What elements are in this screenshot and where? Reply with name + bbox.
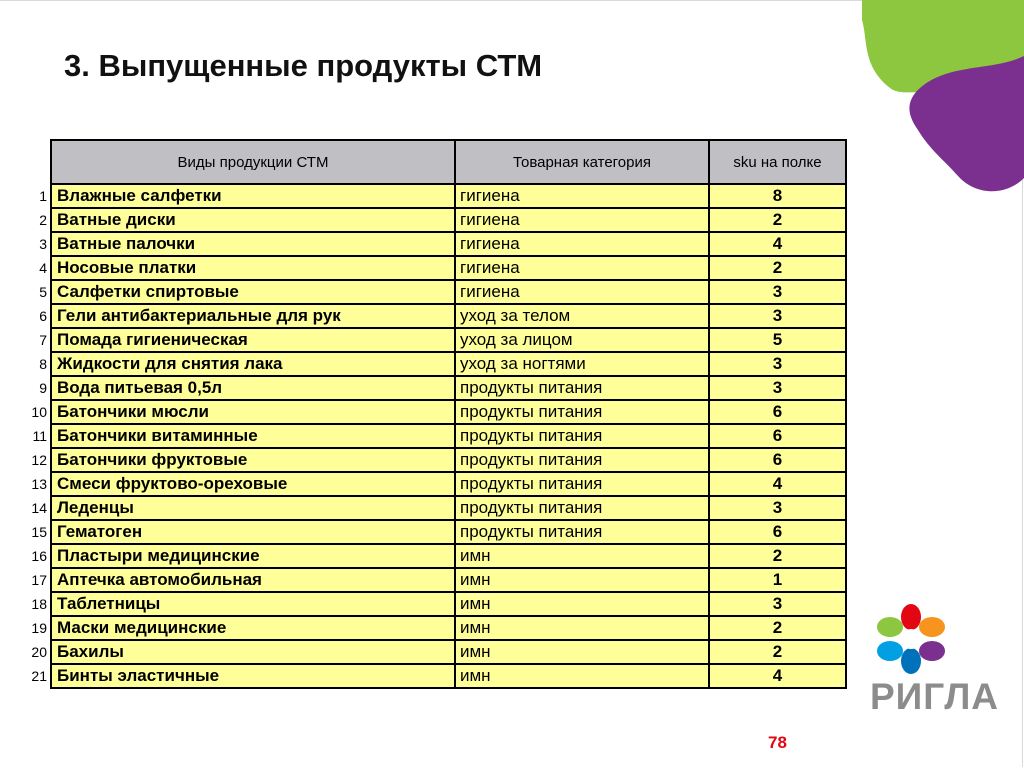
table-row	[25, 328, 846, 352]
sku-count: 2	[709, 544, 846, 568]
product-category: уход за телом	[455, 304, 709, 328]
product-category: продукты питания	[455, 472, 709, 496]
product-name: Гематоген	[51, 520, 455, 544]
product-name: Носовые платки	[51, 256, 455, 280]
sku-count: 4	[709, 232, 846, 256]
table-row	[25, 616, 846, 640]
product-category: имн	[455, 640, 709, 664]
row-number: 21	[25, 664, 51, 688]
product-name: Смеси фруктово-ореховые	[51, 472, 455, 496]
product-name: Батончики фруктовые	[51, 448, 455, 472]
product-category: имн	[455, 568, 709, 592]
table-row	[25, 184, 846, 208]
table-row	[25, 280, 846, 304]
product-category: имн	[455, 592, 709, 616]
table-row	[25, 304, 846, 328]
row-number-header	[25, 140, 51, 184]
row-number: 5	[25, 280, 51, 304]
products-table	[25, 139, 847, 689]
sku-count: 4	[709, 472, 846, 496]
product-category: гигиена	[455, 208, 709, 232]
product-category: гигиена	[455, 232, 709, 256]
sku-count: 6	[709, 424, 846, 448]
sku-count: 3	[709, 280, 846, 304]
product-category: имн	[455, 544, 709, 568]
sku-count: 4	[709, 664, 846, 688]
row-number: 20	[25, 640, 51, 664]
product-category: продукты питания	[455, 376, 709, 400]
table-row	[25, 592, 846, 616]
product-name: Леденцы	[51, 496, 455, 520]
page-title: 3. Выпущенные продукты СТМ	[64, 48, 543, 83]
sku-count: 3	[709, 352, 846, 376]
table-row	[25, 424, 846, 448]
product-name: Салфетки спиртовые	[51, 280, 455, 304]
table-row	[25, 664, 846, 688]
product-category: продукты питания	[455, 400, 709, 424]
sku-count: 6	[709, 520, 846, 544]
product-name: Аптечка автомобильная	[51, 568, 455, 592]
sku-count: 2	[709, 208, 846, 232]
row-number: 15	[25, 520, 51, 544]
sku-count: 2	[709, 616, 846, 640]
product-name: Батончики витаминные	[51, 424, 455, 448]
table-row	[25, 640, 846, 664]
product-category: продукты питания	[455, 496, 709, 520]
row-number: 3	[25, 232, 51, 256]
product-name: Вода питьевая 0,5л	[51, 376, 455, 400]
brand-logo-text: РИГЛА	[870, 676, 1000, 717]
sku-count: 6	[709, 400, 846, 424]
row-number: 7	[25, 328, 51, 352]
product-category: продукты питания	[455, 448, 709, 472]
product-name: Бинты эластичные	[51, 664, 455, 688]
header-product: Виды продукции СТМ	[51, 140, 455, 184]
product-category: имн	[455, 664, 709, 688]
product-category: уход за ногтями	[455, 352, 709, 376]
row-number: 10	[25, 400, 51, 424]
product-category: уход за лицом	[455, 328, 709, 352]
product-name: Батончики мюсли	[51, 400, 455, 424]
product-name: Гели антибактериальные для рук	[51, 304, 455, 328]
sku-count: 1	[709, 568, 846, 592]
table-row	[25, 568, 846, 592]
product-name: Помада гигиеническая	[51, 328, 455, 352]
page-number: 78	[768, 733, 787, 752]
row-number: 8	[25, 352, 51, 376]
sku-count: 3	[709, 496, 846, 520]
sku-count: 3	[709, 592, 846, 616]
row-number: 14	[25, 496, 51, 520]
table-row	[25, 448, 846, 472]
product-name: Влажные салфетки	[51, 184, 455, 208]
header-sku: sku на полке	[709, 140, 846, 184]
sku-count: 5	[709, 328, 846, 352]
table-row	[25, 232, 846, 256]
row-number: 18	[25, 592, 51, 616]
product-name: Ватные палочки	[51, 232, 455, 256]
row-number: 11	[25, 424, 51, 448]
table-row	[25, 400, 846, 424]
table-row	[25, 496, 846, 520]
row-number: 17	[25, 568, 51, 592]
product-name: Жидкости для снятия лака	[51, 352, 455, 376]
row-number: 19	[25, 616, 51, 640]
row-number: 12	[25, 448, 51, 472]
table-row	[25, 352, 846, 376]
product-category: продукты питания	[455, 424, 709, 448]
product-category: гигиена	[455, 184, 709, 208]
sku-count: 2	[709, 640, 846, 664]
sku-count: 3	[709, 304, 846, 328]
row-number: 1	[25, 184, 51, 208]
table-row	[25, 544, 846, 568]
sku-count: 6	[709, 448, 846, 472]
product-name: Бахилы	[51, 640, 455, 664]
product-name: Пластыри медицинские	[51, 544, 455, 568]
product-category: гигиена	[455, 280, 709, 304]
product-category: имн	[455, 616, 709, 640]
sku-count: 3	[709, 376, 846, 400]
table-row	[25, 208, 846, 232]
row-number: 6	[25, 304, 51, 328]
sku-count: 8	[709, 184, 846, 208]
row-number: 2	[25, 208, 51, 232]
product-category: продукты питания	[455, 520, 709, 544]
table-row	[25, 520, 846, 544]
row-number: 4	[25, 256, 51, 280]
rigla-flower-icon	[868, 603, 954, 679]
product-name: Маски медицинские	[51, 616, 455, 640]
row-number: 13	[25, 472, 51, 496]
product-name: Ватные диски	[51, 208, 455, 232]
table-header-row	[25, 140, 846, 184]
row-number: 16	[25, 544, 51, 568]
row-number: 9	[25, 376, 51, 400]
product-category: гигиена	[455, 256, 709, 280]
table-row	[25, 256, 846, 280]
table-row	[25, 376, 846, 400]
table-row	[25, 472, 846, 496]
product-name: Таблетницы	[51, 592, 455, 616]
header-category: Товарная категория	[455, 140, 709, 184]
sku-count: 2	[709, 256, 846, 280]
